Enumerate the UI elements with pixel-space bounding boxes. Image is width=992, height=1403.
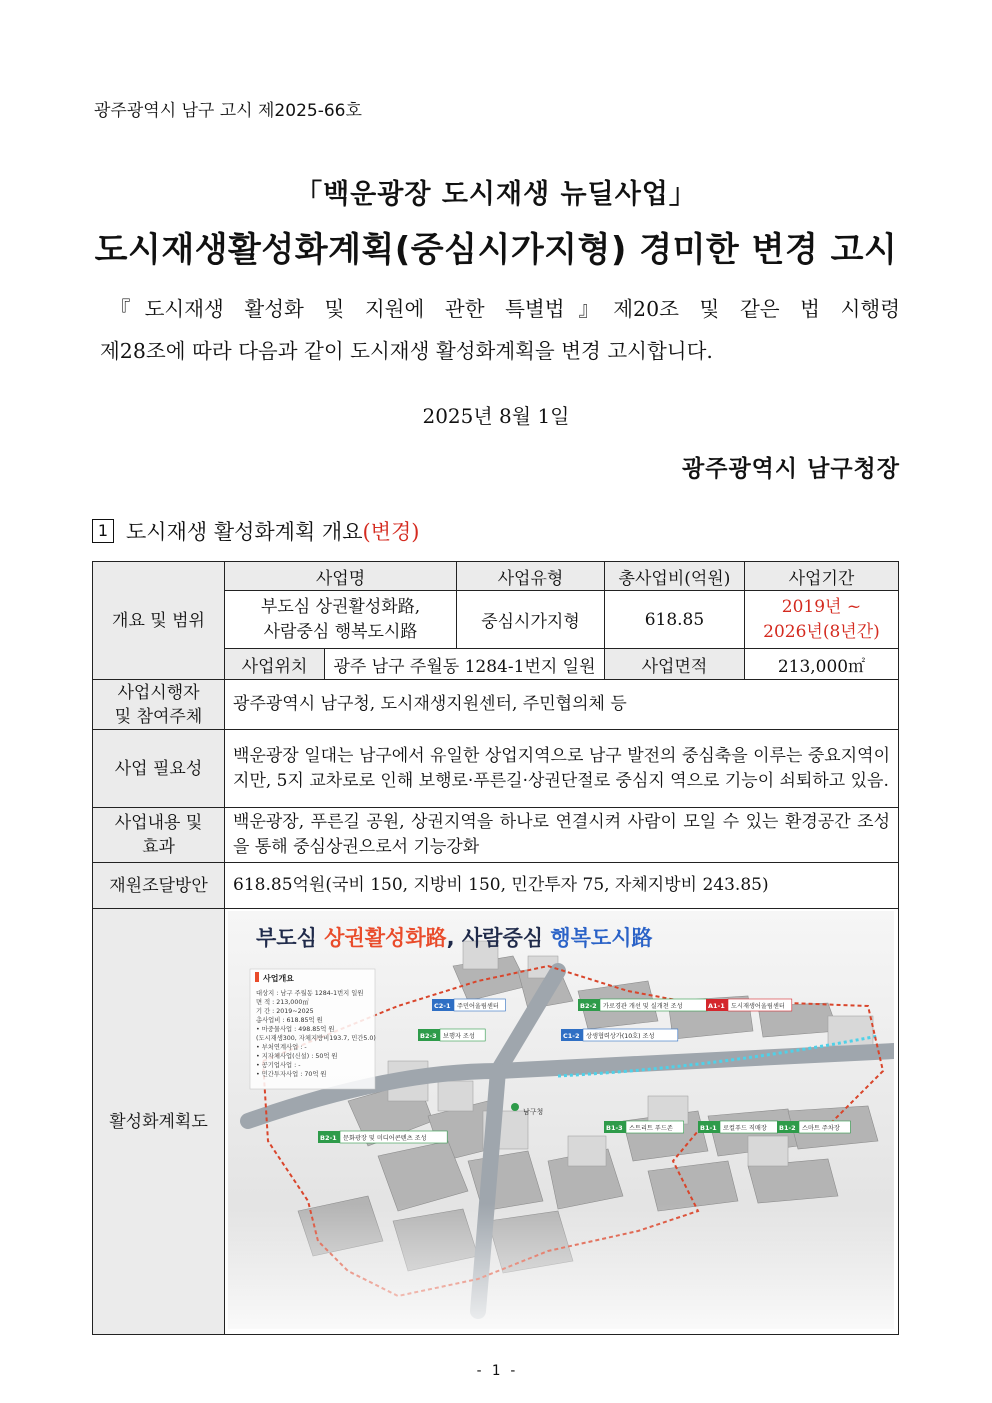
period-cell bbox=[744, 591, 898, 649]
necessity-value: 백운광장 일대는 남구에서 유일한 상업지역으로 남구 발전의 중심축을 이루는 중요지역이지만, 5지 교차로로 인해 보행로·푸른길·상권단절로 중심지 역으로 기능이 쇠퇴하고 있음. bbox=[225, 730, 899, 808]
page-title: 도시재생활성화계획(중심시가지형) 경미한 변경 고시 bbox=[94, 230, 898, 270]
executor-label bbox=[93, 680, 225, 730]
signer: 광주광역시 남구청장 bbox=[682, 456, 900, 482]
section-number: 1 bbox=[92, 519, 114, 543]
period-line-1: 2019년 ~ bbox=[781, 596, 862, 617]
funding-value: 618.85억원(국비 150, 지방비 150, 민간투자 75, 자체지방비 243.85) bbox=[225, 863, 899, 909]
location-value: 광주 남구 주월동 1284-1번지 일원 bbox=[325, 649, 605, 680]
section-tag: (변경) bbox=[362, 520, 420, 544]
necessity-label: 사업 필요성 bbox=[93, 730, 225, 808]
location-label: 사업위치 bbox=[225, 649, 325, 680]
executor-value: 광주광역시 남구청, 도시재생지원센터, 주민협의체 등 bbox=[225, 680, 899, 730]
col-header-total-cost: 총사업비(억원) bbox=[604, 562, 744, 591]
executor-label-line-2: 및 참여주체 bbox=[114, 706, 203, 727]
scope-label: 개요 및 범위 bbox=[93, 562, 225, 680]
plan-map bbox=[228, 911, 894, 1329]
col-header-period: 사업기간 bbox=[744, 562, 898, 591]
body-line-1: 『도시재생 활성화 및 지원에 관한 특별법』제20조 및 같은 법 시행령 bbox=[110, 297, 900, 321]
project-title: 「백운광장 도시재생 뉴딜사업」 bbox=[295, 179, 697, 210]
area-value: 213,000㎡ bbox=[744, 649, 898, 680]
content-value: 백운광장, 푸른길 공원, 상권지역을 하나로 연결시켜 사람이 모일 수 있는 환경공간 조성을 통해 중심상권으로서 기능강화 bbox=[225, 808, 899, 863]
plan-label: 활성화계획도 bbox=[93, 909, 225, 1335]
body-line-2: 제28조에 따라 다음과 같이 도시재생 활성화계획을 변경 고시합니다. bbox=[100, 339, 713, 363]
funding-label: 재원조달방안 bbox=[93, 863, 225, 909]
section-title: 도시재생 활성화계획 개요 bbox=[126, 520, 363, 544]
plan-map-cell bbox=[225, 909, 899, 1335]
col-header-project-type: 사업유형 bbox=[457, 562, 605, 591]
overview-table bbox=[92, 561, 899, 1335]
area-label: 사업면적 bbox=[604, 649, 744, 680]
total-cost: 618.85 bbox=[604, 591, 744, 649]
section-heading bbox=[92, 516, 419, 546]
period-line-2: 2026년(8년간) bbox=[763, 621, 880, 642]
project-name-cell bbox=[225, 591, 457, 649]
content-label-line-1: 사업내용 및 bbox=[114, 813, 203, 833]
content-label-line-2: 효과 bbox=[142, 837, 175, 857]
executor-label-line-1: 사업시행자 bbox=[117, 682, 200, 703]
col-header-project-name: 사업명 bbox=[225, 562, 457, 591]
notice-number: 광주광역시 남구 고시 제2025-66호 bbox=[94, 101, 362, 121]
project-name-line-1: 부도심 상권활성화路, bbox=[260, 596, 421, 617]
notice-date: 2025년 8월 1일 bbox=[422, 404, 570, 428]
project-type: 중심시가지형 bbox=[457, 591, 605, 649]
page-number: - 1 - bbox=[474, 1363, 518, 1379]
content-label bbox=[93, 808, 225, 863]
project-name-line-2: 사람중심 행복도시路 bbox=[263, 621, 418, 642]
